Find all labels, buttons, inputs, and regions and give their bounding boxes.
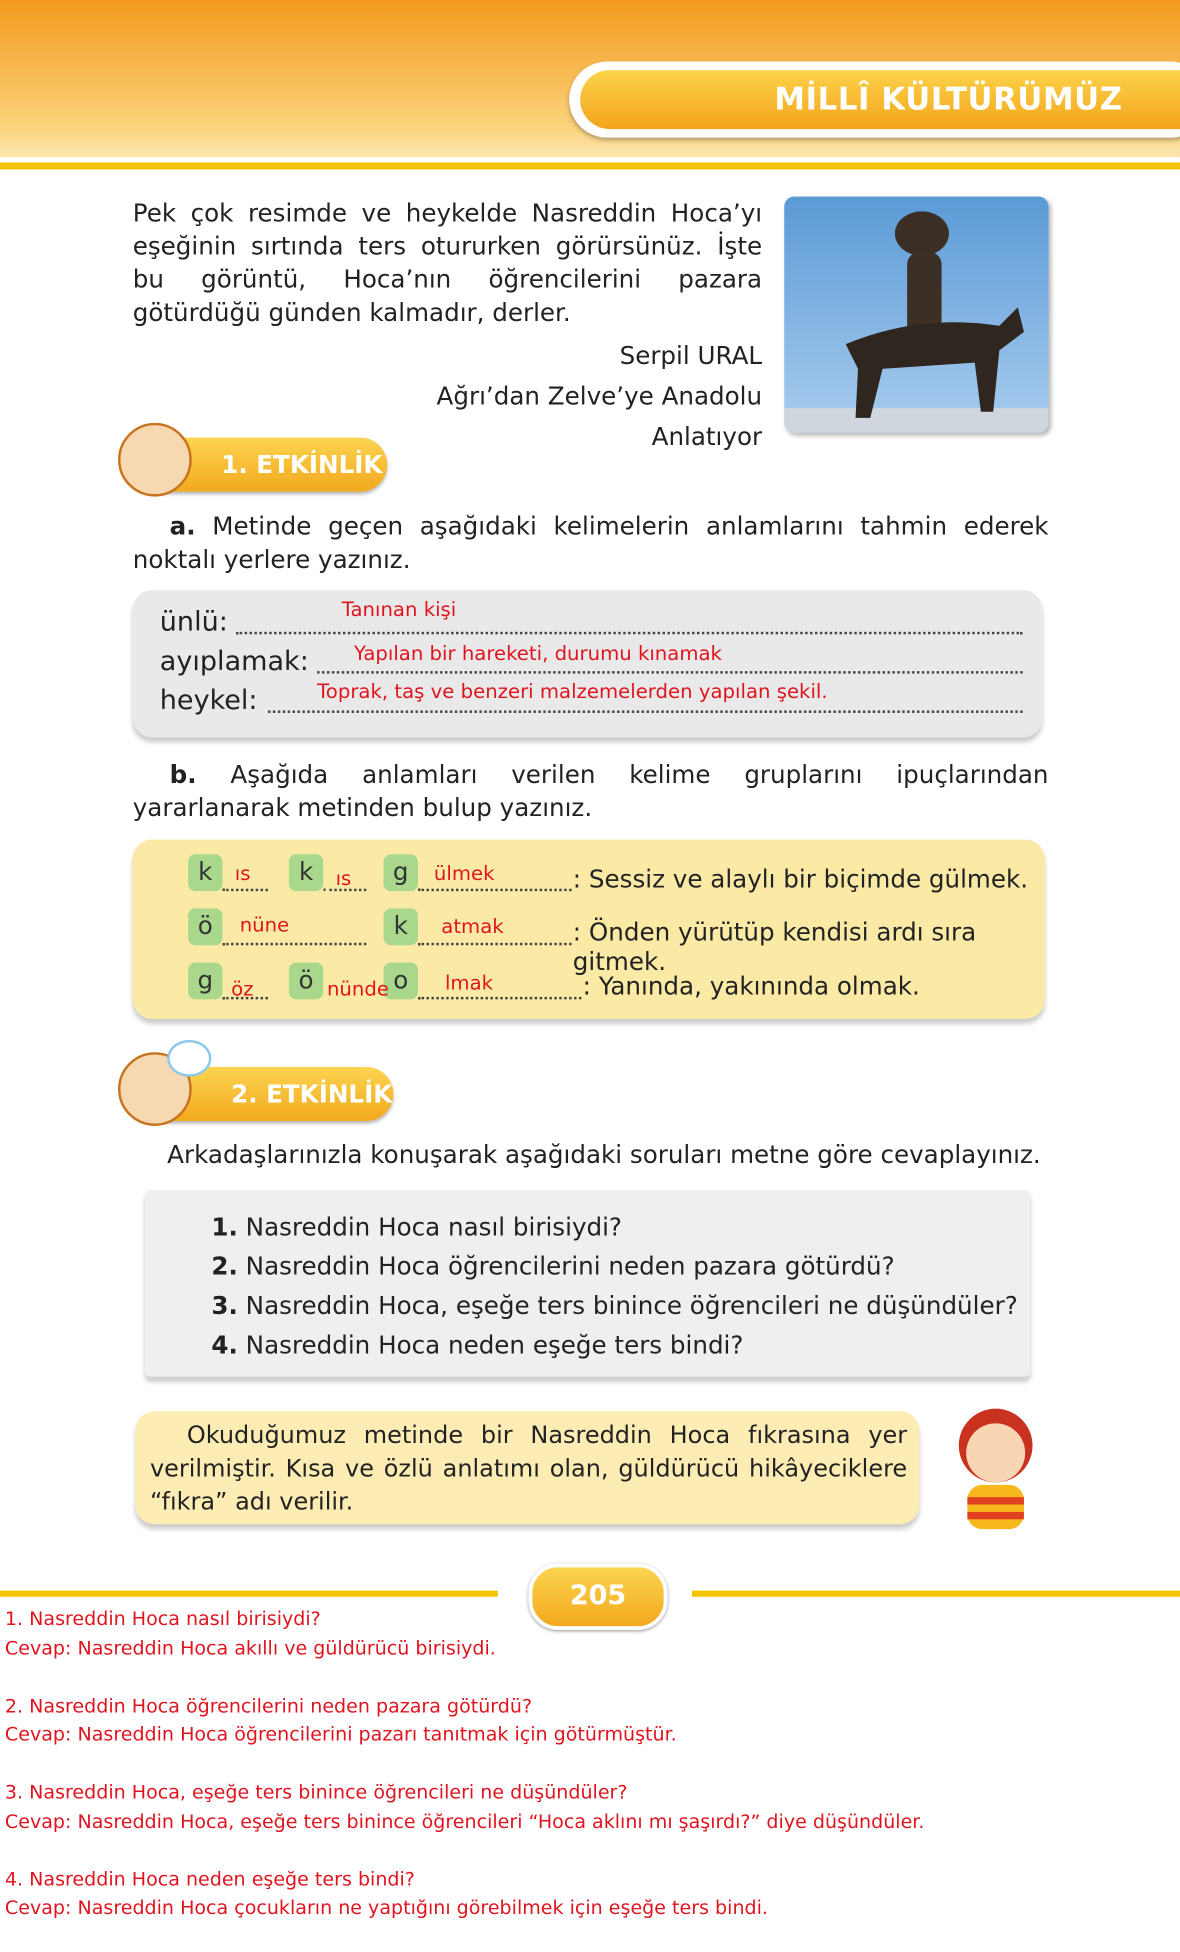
question-number: 2. [211, 1251, 238, 1281]
info-note-text: Okuduğumuz metinde bir Nasreddin Hoca fıkrasına yer verilmiştir. Kısa ve özlü anlatımı olan, güldürücü hikâyeciklere “fıkra” adı verilir. [149, 1420, 908, 1516]
answer-unlu[interactable]: Tanınan kişi [341, 597, 457, 621]
answer-text: Cevap: Nasreddin Hoca, eşeğe ters binince öğrencileri “Hoca aklını mı şaşırdı?” diye düşündüler. [4, 1809, 925, 1833]
answers [5, 1605, 1173, 1952]
answer-question: 2. Nasreddin Hoca öğrencilerini neden pazara götürdü? [4, 1694, 533, 1717]
task-a-marker: a. [169, 511, 196, 541]
question-number: 1. [211, 1211, 238, 1242]
hint-letter: k [289, 854, 323, 891]
answer-question: 3. Nasreddin Hoca, eşeğe ters binince öğrencileri ne düşündüler? [4, 1781, 628, 1804]
question-text: Nasreddin Hoca neden eşeğe ters bindi? [245, 1329, 744, 1360]
answer-block [5, 1779, 1173, 1837]
hint-answer[interactable]: ülmek [433, 861, 495, 886]
speech-bubble-icon [167, 1040, 211, 1077]
question-number: 3. [211, 1290, 238, 1321]
word-groups-box [133, 840, 1045, 1019]
unit-title: MİLLÎ KÜLTÜRÜMÜZ [774, 81, 1123, 117]
activity-1-label: 1. ETKİNLİK [221, 449, 383, 480]
hint-answer[interactable]: nünde [326, 977, 389, 1001]
task-a [133, 510, 1049, 576]
answer-text: Cevap: Nasreddin Hoca akıllı ve güldürücü birisiydi. [4, 1636, 496, 1659]
hint-answer[interactable]: öz [231, 977, 254, 1001]
answer-question: 1. Nasreddin Hoca nasıl birisiydi? [4, 1607, 321, 1630]
question-text: Nasreddin Hoca, eşeğe ters binince öğrencileri ne düşündüler? [245, 1290, 1018, 1321]
question-3 [211, 1291, 1017, 1321]
author: Serpil URAL [619, 340, 763, 370]
hint-answer[interactable]: atmak [441, 914, 504, 938]
header-divider [0, 157, 1180, 174]
page-number: 205 [529, 1564, 668, 1630]
task-b-text: Aşağıda anlamları verilen kelime gruplarını ipuçlarından yararlanarak metinden bulup yazınız. [132, 759, 1049, 823]
statue-photo [784, 197, 1048, 433]
question-2 [211, 1251, 894, 1281]
citation [320, 336, 763, 458]
question-1 [211, 1212, 622, 1242]
hint-letter: ö [188, 908, 222, 945]
task-b [133, 758, 1049, 824]
hint-letter: g [384, 854, 418, 891]
footer-line-left [0, 1591, 498, 1597]
intro-text: Pek çok resimde ve heykelde Nasreddin Hoca’yı eşeğinin sırtında ters otururken görürsünüz. İşte bu görüntü, Hoca’nın öğrencilerini pazara götürdüğü günden kalmadır, derler. [132, 197, 763, 327]
definition: : Önden yürütüp kendisi ardı sıra gitmek. [572, 916, 977, 976]
word-meanings-box [133, 590, 1043, 738]
answer-text: Cevap: Nasreddin Hoca öğrencilerini pazarı tanıtmak için götürmüştür. [4, 1723, 677, 1746]
source: Ağrı’dan Zelve’ye Anadolu Anlatıyor [436, 381, 763, 452]
definition: : Sessiz ve alaylı bir biçimde gülmek. [572, 864, 1029, 894]
activity-2-instruction: Arkadaşlarınızla konuşarak aşağıdaki soruları metne göre cevaplayınız. [167, 1139, 1041, 1169]
hint-answer[interactable]: nüne [239, 913, 290, 937]
activity-2-label: 2. ETKİNLİK [231, 1079, 393, 1109]
word-heykel: heykel: [159, 685, 258, 717]
answer-block [5, 1865, 1173, 1923]
hint-answer[interactable]: ıs [234, 861, 251, 886]
girl-icon [940, 1404, 1051, 1532]
info-note [135, 1411, 919, 1524]
task-b-marker: b. [169, 759, 197, 790]
answer-ayiplamak[interactable]: Yapılan bir hareketi, durumu kınamak [354, 641, 722, 665]
hint-answer[interactable]: ıs [335, 866, 352, 890]
hint-letter: o [384, 962, 418, 999]
hint-letter: ö [289, 962, 323, 999]
answer-block [5, 1692, 1173, 1750]
footer-line-right [692, 1591, 1180, 1597]
hint-letter: k [384, 908, 418, 945]
hint-letter: k [188, 854, 222, 891]
task-a-text: Metinde geçen aşağıdaki kelimelerin anlamlarını tahmin ederek noktalı yerlere yazınız. [132, 511, 1049, 575]
hint-answer[interactable]: lmak [444, 971, 494, 995]
dotted-line [418, 985, 581, 1000]
answer-text: Cevap: Nasreddin Hoca çocukların ne yaptığını görebilmek için eşeğe ters bindi. [4, 1896, 768, 1919]
definition: : Yanında, yakınında olmak. [582, 971, 920, 1001]
reading-child-icon [118, 423, 192, 497]
word-ayiplamak: ayıplamak: [159, 646, 309, 678]
question-text: Nasreddin Hoca nasıl birisiydi? [245, 1211, 622, 1242]
question-number: 4. [211, 1329, 238, 1360]
question-4 [211, 1330, 743, 1360]
question-text: Nasreddin Hoca öğrencilerini neden pazara götürdü? [245, 1251, 895, 1281]
word-unlu: ünlü: [159, 607, 228, 638]
answer-block [5, 1605, 1173, 1663]
answer-heykel[interactable]: Toprak, taş ve benzeri malzemelerden yapılan şekil. [317, 679, 828, 704]
statue-image [784, 197, 1048, 433]
answer-question: 4. Nasreddin Hoca neden eşeğe ters bindi? [4, 1867, 415, 1890]
hint-letter: g [188, 962, 222, 999]
